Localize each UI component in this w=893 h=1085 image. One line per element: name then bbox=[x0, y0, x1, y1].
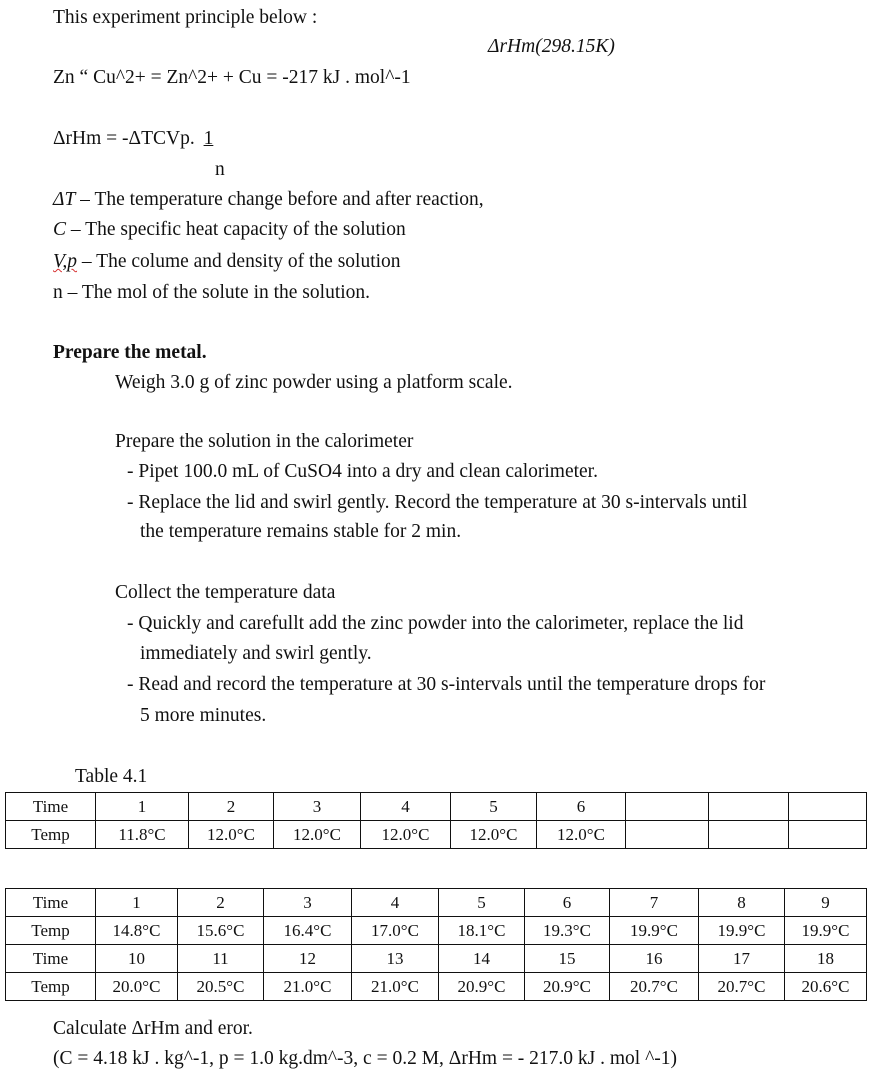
principle-intro: This experiment principle below : bbox=[53, 7, 318, 28]
def-text: – The colume and density of the solution bbox=[77, 251, 401, 272]
row-header: Time bbox=[6, 945, 96, 973]
table-cell: 2 bbox=[189, 793, 274, 821]
table-cell: 20.0°C bbox=[96, 973, 178, 1001]
table-cell: 14 bbox=[439, 945, 525, 973]
collect-heading: Collect the temperature data bbox=[115, 582, 336, 603]
definition-n bbox=[53, 281, 370, 305]
collect-step: - Quickly and carefullt add the zinc powder into the calorimeter, replace the lid bbox=[127, 613, 744, 634]
table-cell: 1 bbox=[96, 793, 189, 821]
table-cell: 1 bbox=[96, 889, 178, 917]
table-cell: 16.4°C bbox=[264, 917, 352, 945]
table-cell: 20.9°C bbox=[439, 973, 525, 1001]
table-row bbox=[6, 945, 867, 973]
table-cell: 14.8°C bbox=[96, 917, 178, 945]
table-cell: 17.0°C bbox=[352, 917, 439, 945]
table-row bbox=[6, 821, 867, 849]
table-cell: 20.5°C bbox=[178, 973, 264, 1001]
table-cell: 11 bbox=[178, 945, 264, 973]
row-header: Temp bbox=[6, 821, 96, 849]
table-cell: 20.9°C bbox=[525, 973, 610, 1001]
table-cell: 21.0°C bbox=[352, 973, 439, 1001]
definition-delta-t bbox=[53, 188, 484, 212]
reaction-equation: Zn “ Cu^2+ = Zn^2+ + Cu = -217 kJ . mol^-1 bbox=[53, 67, 411, 88]
def-symbol: n bbox=[53, 282, 63, 303]
definition-c bbox=[53, 218, 406, 242]
def-symbol: V,p bbox=[53, 251, 78, 272]
table-cell: 19.3°C bbox=[525, 917, 610, 945]
given-constants: (C = 4.18 kJ . kg^-1, p = 1.0 kg.dm^-3, c = 0.2 M, ΔrHm = - 217.0 kJ . mol ^-1) bbox=[53, 1048, 677, 1069]
table-cell: 4 bbox=[352, 889, 439, 917]
table-cell: 12.0°C bbox=[274, 821, 361, 849]
row-header: Temp bbox=[6, 973, 96, 1001]
table-cell: 5 bbox=[439, 889, 525, 917]
enthalpy-formula bbox=[53, 127, 213, 151]
def-symbol: ΔT bbox=[53, 189, 76, 210]
formula-main: ΔrHm = -ΔTCVp. bbox=[53, 128, 195, 149]
table-cell: 16 bbox=[610, 945, 699, 973]
formula-denominator: n bbox=[215, 159, 225, 180]
table-cell bbox=[709, 793, 789, 821]
table-cell: 15 bbox=[525, 945, 610, 973]
def-text: – The specific heat capacity of the solution bbox=[66, 219, 406, 240]
table-row bbox=[6, 973, 867, 1001]
table-cell: 4 bbox=[361, 793, 451, 821]
solution-step: - Pipet 100.0 mL of CuSO4 into a dry and clean calorimeter. bbox=[127, 461, 598, 482]
table-cell: 10 bbox=[96, 945, 178, 973]
table-cell: 20.7°C bbox=[610, 973, 699, 1001]
row-header: Time bbox=[6, 793, 96, 821]
table-cell bbox=[626, 793, 709, 821]
table-cell: 18.1°C bbox=[439, 917, 525, 945]
table-initial-temps bbox=[5, 792, 867, 849]
table-cell: 19.9°C bbox=[785, 917, 867, 945]
table-reaction-temps bbox=[5, 888, 867, 1001]
table-cell bbox=[789, 793, 867, 821]
table-caption: Table 4.1 bbox=[75, 766, 148, 787]
table-cell: 3 bbox=[274, 793, 361, 821]
table-cell: 6 bbox=[537, 793, 626, 821]
table-cell: 18 bbox=[785, 945, 867, 973]
weigh-step: Weigh 3.0 g of zinc powder using a platform scale. bbox=[115, 372, 513, 393]
table-cell: 15.6°C bbox=[178, 917, 264, 945]
def-text: – The temperature change before and after reaction, bbox=[75, 189, 484, 210]
table-cell bbox=[709, 821, 789, 849]
table-cell: 3 bbox=[264, 889, 352, 917]
collect-step: 5 more minutes. bbox=[140, 705, 267, 726]
table-cell: 20.6°C bbox=[785, 973, 867, 1001]
table-cell: 21.0°C bbox=[264, 973, 352, 1001]
table-cell bbox=[626, 821, 709, 849]
solution-heading: Prepare the solution in the calorimeter bbox=[115, 431, 414, 452]
table-cell: 8 bbox=[699, 889, 785, 917]
table-cell: 12.0°C bbox=[189, 821, 274, 849]
table-cell: 2 bbox=[178, 889, 264, 917]
table-cell: 9 bbox=[785, 889, 867, 917]
enthalpy-label: ΔrHm(298.15K) bbox=[488, 36, 615, 57]
definition-vp bbox=[53, 250, 401, 274]
table-cell: 19.9°C bbox=[699, 917, 785, 945]
table-cell: 20.7°C bbox=[699, 973, 785, 1001]
calculate-task: Calculate ΔrHm and eror. bbox=[53, 1018, 253, 1039]
table-cell: 12.0°C bbox=[451, 821, 537, 849]
table-cell: 13 bbox=[352, 945, 439, 973]
table-row bbox=[6, 793, 867, 821]
table-cell: 11.8°C bbox=[96, 821, 189, 849]
solution-step: the temperature remains stable for 2 min. bbox=[140, 521, 462, 542]
row-header: Time bbox=[6, 889, 96, 917]
solution-step: - Replace the lid and swirl gently. Record the temperature at 30 s-intervals until bbox=[127, 492, 748, 513]
table-cell: 17 bbox=[699, 945, 785, 973]
prepare-metal-heading: Prepare the metal. bbox=[53, 342, 207, 363]
def-text: – The mol of the solute in the solution. bbox=[62, 282, 371, 303]
table-row bbox=[6, 917, 867, 945]
table-row bbox=[6, 889, 867, 917]
def-symbol: C bbox=[53, 219, 67, 240]
table-cell bbox=[789, 821, 867, 849]
collect-step: immediately and swirl gently. bbox=[140, 643, 372, 664]
table-cell: 6 bbox=[525, 889, 610, 917]
table-cell: 19.9°C bbox=[610, 917, 699, 945]
table-cell: 12.0°C bbox=[361, 821, 451, 849]
table-cell: 5 bbox=[451, 793, 537, 821]
table-cell: 12.0°C bbox=[537, 821, 626, 849]
table-cell: 12 bbox=[264, 945, 352, 973]
row-header: Temp bbox=[6, 917, 96, 945]
table-cell: 7 bbox=[610, 889, 699, 917]
formula-numerator: 1 bbox=[203, 128, 214, 149]
collect-step: - Read and record the temperature at 30 s-intervals until the temperature drops for bbox=[127, 674, 766, 695]
